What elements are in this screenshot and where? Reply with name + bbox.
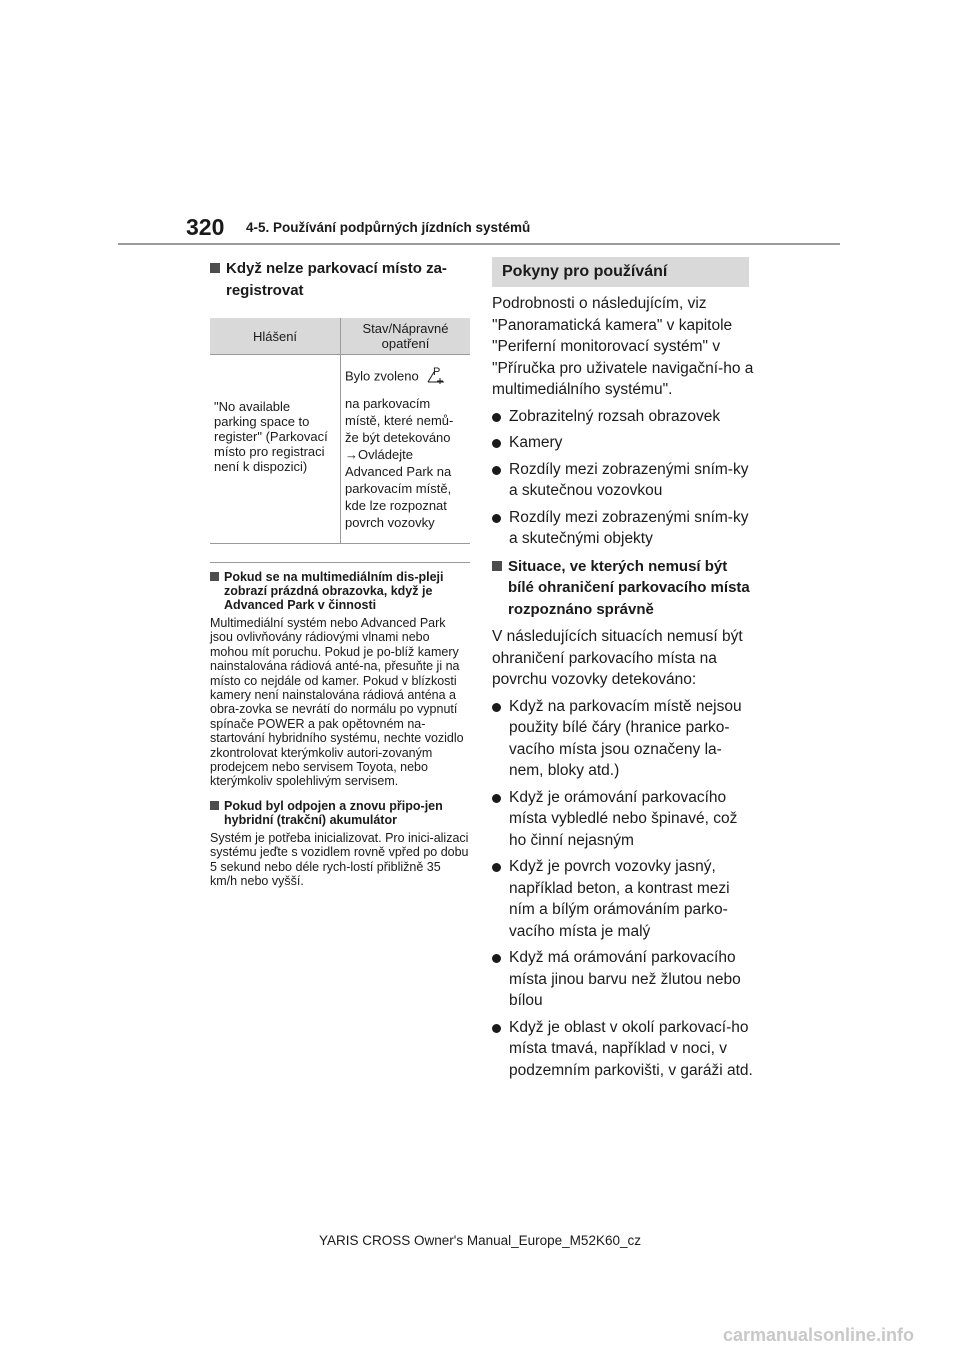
note-title-1: Pokud se na multimediálním dis-pleji zobrazí prázdná obrazovka, když je Advanced Park v činnosti — [210, 570, 470, 612]
message-table — [210, 318, 470, 544]
note-body-1: Multimediální systém nebo Advanced Park jsou ovlivňovány rádiovými vlnami nebo mohou mít poruchu. Pokud je po-blíž kamery nainstalována rádiová anté-na, přesuňte ji na místo co nejdále od kamer. Pokud v blízkosti kamery není nainstalována rádiová anténa a obra-zovka se nevrátí do normálu po vypnutí spínače POWER a pak opětovném na-startování hybridního systému, nechte vozidlo zkontrolovat kterýmkoliv autori-zovaným prodejcem nebo servisem Toyota, nebo kterýmkoliv spolehlivým servisem. — [210, 616, 464, 789]
square-bullet-icon — [210, 263, 220, 273]
status-line2: na parkovacím místě, které nemů-že být detekováno — [345, 396, 454, 445]
bullet-icon — [492, 863, 501, 872]
table-header-status: Stav/Nápravné opatření — [341, 318, 471, 355]
bullet-icon — [492, 439, 501, 448]
footer-text: YARIS CROSS Owner's Manual_Europe_M52K60_cz — [319, 1233, 641, 1248]
page-number: 320 — [186, 214, 225, 240]
svg-text:P: P — [433, 366, 441, 378]
bullet-icon — [492, 413, 501, 422]
status-line3: →Ovládejte Advanced Park na parkovacím místě, kde lze rozpoznat povrch vozovky — [345, 447, 452, 530]
bullet-list-1 — [492, 406, 754, 550]
table-header-row — [210, 318, 470, 355]
list-item: Zobrazitelný rozsah obrazovek — [492, 406, 754, 428]
note-divider — [210, 562, 470, 563]
square-bullet-icon — [210, 572, 219, 581]
bullet-icon — [492, 466, 501, 475]
table-cell-status — [341, 355, 471, 544]
bullet-list-2 — [492, 696, 754, 1082]
header-divider — [118, 243, 840, 245]
right-column — [492, 257, 754, 1081]
bullet-icon — [492, 514, 501, 523]
subsection-intro: V následujících situacích nemusí být ohraničení parkovacího místa na povrchu vozovky detekováno: — [492, 628, 743, 688]
bullet-icon — [492, 794, 501, 803]
note-body-2: Systém je potřeba inicializovat. Pro inici-alizaci systému jeďte s vozidlem rovně vpřed po dobu 5 sekund nebo déle rych-lostí přibližně 35 km/h nebo vyšší. — [210, 830, 469, 889]
table-header-message: Hlášení — [210, 318, 341, 355]
list-item: Kamery — [492, 432, 754, 454]
subsection-title: Situace, ve kterých nemusí být bílé ohraničení parkovacího místa rozpoznáno správně — [492, 556, 754, 621]
list-item: Když na parkovacím místě nejsou použity bílé čáry (hranice parko-vacího místa jsou označeny la-nem, bloky atd.) — [492, 696, 754, 782]
note-block-2 — [210, 799, 470, 889]
status-line1: Bylo zvoleno P — [345, 365, 466, 389]
left-column — [210, 258, 470, 889]
list-item: Když je oblast v okolí parkovací-ho místa tmavá, například v noci, v podzemním parkovišti, v garáži atd. — [492, 1017, 754, 1082]
bullet-icon — [492, 1024, 501, 1033]
list-item: Když má orámování parkovacího místa jinou barvu než žlutou nebo bílou — [492, 947, 754, 1012]
table-cell-message — [210, 355, 341, 544]
square-bullet-icon — [492, 561, 502, 571]
list-item: Když je povrch vozovky jasný, například beton, a kontrast mezi ním a bílým orámováním parko-vacího místa je malý — [492, 856, 754, 942]
table-row — [210, 355, 470, 544]
bullet-icon — [492, 954, 501, 963]
list-item: Rozdíly mezi zobrazenými sním-ky a skutečnými objekty — [492, 507, 754, 550]
bullet-icon — [492, 703, 501, 712]
chapter-title: 4-5. Používání podpůrných jízdních systémů — [246, 220, 531, 235]
message-text: "No available parking space to register" (Parkovací místo pro registraci není k dispozici) — [214, 399, 328, 474]
section-title: Když nelze parkovací místo za-registrovat — [210, 258, 470, 302]
note-title-2: Pokud byl odpojen a znovu připo-jen hybridní (trakční) akumulátor — [210, 799, 470, 827]
list-item: Když je orámování parkovacího místa vybledlé nebo špinavé, což ho činní nejasným — [492, 787, 754, 852]
list-item: Rozdíly mezi zobrazenými sním-ky a skutečnou vozovkou — [492, 459, 754, 502]
note-block-1 — [210, 570, 470, 789]
intro-paragraph: Podrobnosti o následujícím, viz "Panoramatická kamera" v kapitole "Periferní monitorovací systém" v "Příručka pro uživatele navigační-ho a multimediálního systému". — [492, 295, 754, 398]
watermark: carmanualsonline.info — [722, 1325, 914, 1345]
section-banner: Pokyny pro používání — [492, 257, 749, 287]
parking-icon — [426, 365, 446, 389]
square-bullet-icon — [210, 801, 219, 810]
